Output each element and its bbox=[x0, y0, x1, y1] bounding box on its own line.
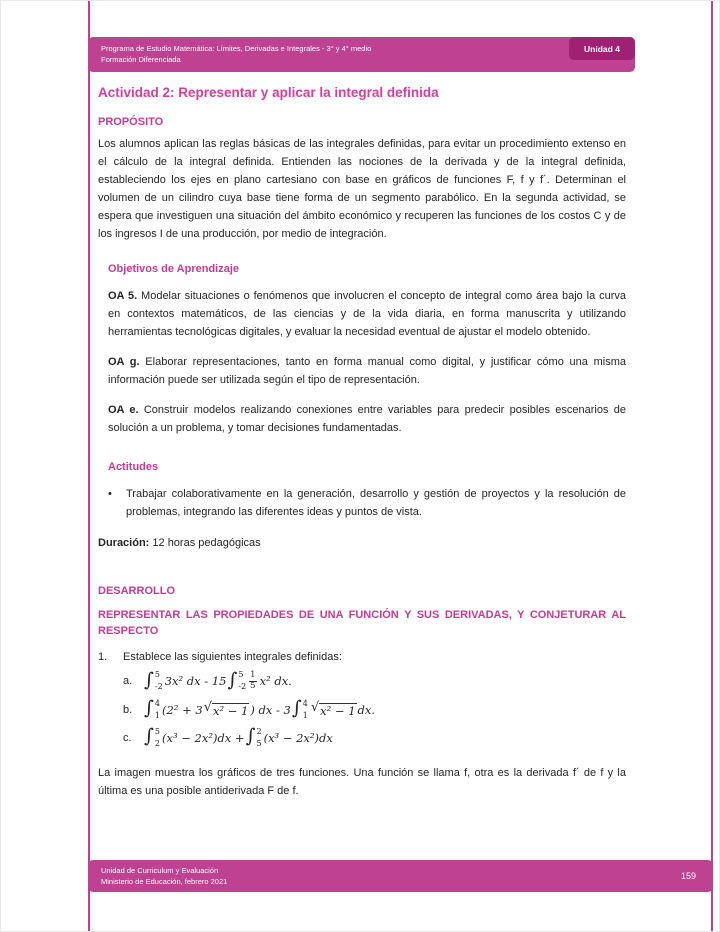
integral-limits: 4 1 bbox=[154, 698, 160, 720]
oae-paragraph bbox=[108, 401, 626, 437]
duration-line bbox=[98, 537, 626, 549]
integral-limits: 5 -2 bbox=[238, 670, 247, 692]
sqrt-expression: √ x² − 1 bbox=[203, 700, 249, 719]
oag-label: OA g. bbox=[108, 356, 140, 368]
oa5-label: OA 5. bbox=[108, 290, 138, 302]
unit-badge: Unidad 4 bbox=[569, 37, 635, 60]
integral-sign: ∫ 4 1 bbox=[144, 697, 160, 720]
oa5-text: Modelar situaciones o fenómenos que involucren el concepto de integral como área bajo la curva en contextos matemáticos, de las ciencias y de la vida diaria, en forma manuscrita y utilizando herramientas tecnológicas digitales, y evaluar la necesidad eventual de ajustar el modelo obtenido. bbox=[108, 290, 626, 338]
header-line1: Programa de Estudio Matemática: Límites, Derivadas e Integrales - 3° y 4° medio bbox=[101, 44, 372, 53]
closing-paragraph: La imagen muestra los gráficos de tres funciones. Una función se llama f, otra es la derivada f´ de f y la última es una posible antiderivada F de f. bbox=[98, 766, 626, 797]
desarrollo-subheading: REPRESENTAR LAS PROPIEDADES DE UNA FUNCIÓN Y SUS DERIVADAS, Y CONJETURAR AL RESPECTO bbox=[98, 609, 626, 637]
item-c-expression: ∫ 5 2 (x³ − 2x²)dx + ∫ 2 5 (x³ − 2x²)dx bbox=[144, 725, 333, 748]
oae-label: OA e. bbox=[108, 404, 139, 416]
objetivos-heading: Objetivos de Aprendizaje bbox=[108, 263, 240, 275]
sqrt-expression: √ x² − 1 bbox=[310, 700, 356, 719]
proposito-body: Los alumnos aplican las reglas básicas de las integrales definidas, para evitar un procedimiento extenso en el cálculo de la integral definida. Entienden las nociones de la derivada y de la integral definida, estableciendo los ejes en plano cartesiano con base en gráficos de funciones F, f y f´. Determinan el volumen de un cilindro cuya base tiene forma de un segmento parabólico. En la segunda actividad, se espera que investiguen una situación del ámbito económico y recuperen las funciones de los costos C y de los ingresos I de una producción, por medio de integración. bbox=[98, 138, 626, 240]
exercise-number: 1. bbox=[98, 651, 108, 663]
exercise-intro-text: Establece las siguientes integrales definidas: bbox=[123, 651, 342, 663]
objectives-section bbox=[108, 263, 626, 521]
oag-paragraph bbox=[108, 353, 626, 389]
item-c-label: c. bbox=[123, 731, 132, 744]
page-number: 159 bbox=[680, 870, 696, 881]
bullet-icon: • bbox=[108, 488, 112, 500]
duration-label: Duración: bbox=[98, 537, 150, 549]
oag-text: Elaborar representaciones, tanto en forma manual como digital, y justificar cómo una misma información puede ser utilizada según el tipo de representación. bbox=[108, 356, 626, 386]
integral-item-a bbox=[123, 668, 626, 692]
integral-limits: 2 5 bbox=[256, 726, 262, 748]
desarrollo-heading: DESARROLLO bbox=[98, 585, 175, 597]
item-a-label: a. bbox=[123, 675, 133, 688]
footer-bar bbox=[88, 860, 713, 892]
item-a-expression: ∫ 5 -2 3x² dx - 15 ∫ 5 -2 $\frac{1}{5}$ x² dx. bbox=[144, 668, 292, 692]
header-line2: Formación Diferenciada bbox=[101, 55, 181, 64]
actitudes-bullet-item bbox=[108, 485, 626, 521]
integral-sign: ∫ 2 5 bbox=[245, 725, 262, 748]
footer-line2: Ministerio de Educación, febrero 2021 bbox=[101, 877, 228, 886]
footer-line1: Unidad de Curriculum y Evaluación bbox=[101, 866, 219, 875]
integral-sign: ∫ 5 2 bbox=[144, 725, 160, 748]
integral-sign: ∫ 5 -2 bbox=[227, 668, 247, 692]
actitudes-bullet-text: Trabajar colaborativamente en la generación, desarrollo y gestión de proyectos y la resolución de problemas, integrando las diferentes ideas y puntos de vista. bbox=[126, 488, 626, 518]
content bbox=[98, 85, 626, 800]
sqrt-symbol: √ bbox=[310, 700, 320, 716]
integral-item-c bbox=[123, 725, 626, 748]
header-bar bbox=[88, 37, 635, 72]
integral-limits: 4 1 bbox=[302, 698, 308, 720]
exercise-intro-row bbox=[98, 651, 626, 663]
integral-item-b bbox=[123, 697, 626, 720]
integral-limits: 5 -2 bbox=[154, 670, 163, 692]
item-b-expression: ∫ 4 1 (2² + 3 √ x² − 1 ) dx - 3 ∫ 4 1 √ x² − 1 dx. bbox=[144, 697, 376, 720]
oa5-paragraph bbox=[108, 287, 626, 341]
actitudes-heading: Actitudes bbox=[108, 461, 159, 473]
oae-text: Construir modelos realizando conexiones entre variables para predecir posibles escenarios de solución a un problema, y tomar decisiones fundamentadas. bbox=[108, 404, 626, 434]
left-border-line bbox=[88, 1, 90, 931]
integral-sign: ∫ 5 -2 bbox=[144, 668, 163, 692]
right-border-line bbox=[711, 1, 713, 931]
item-b-label: b. bbox=[123, 703, 133, 716]
integral-limits: 5 2 bbox=[154, 726, 160, 748]
duration-text: 12 horas pedagógicas bbox=[149, 537, 261, 549]
fraction: $\frac{1}{5}$ bbox=[250, 670, 256, 691]
integral-sign: ∫ 4 1 bbox=[291, 697, 308, 720]
proposito-heading: PROPÓSITO bbox=[98, 116, 164, 128]
sqrt-symbol: √ bbox=[203, 700, 212, 716]
footer-text bbox=[101, 865, 227, 887]
activity-title: Actividad 2: Representar y aplicar la integral definida bbox=[98, 85, 439, 100]
